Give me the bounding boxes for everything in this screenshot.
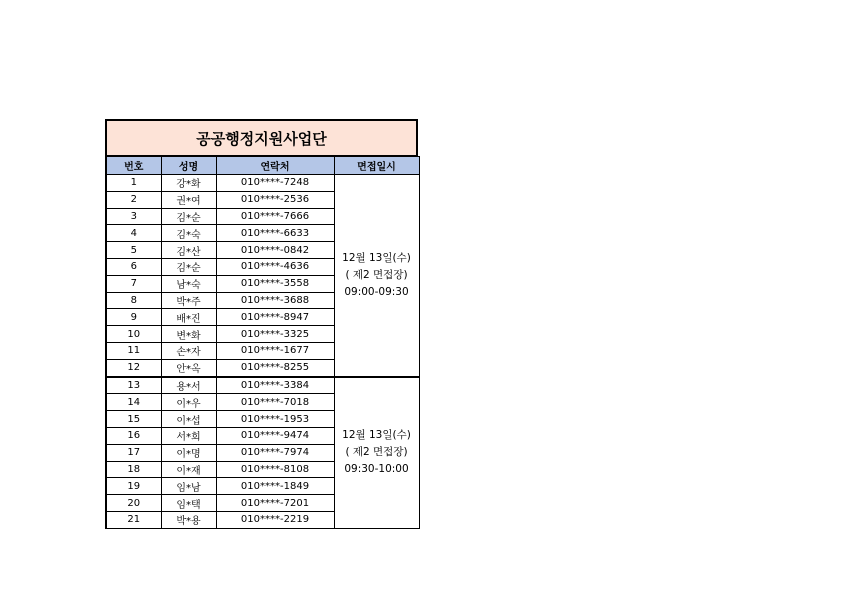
interview-schedule-sheet (105, 119, 418, 529)
cell-name: 박*주 (161, 292, 216, 309)
cell-number: 11 (106, 342, 161, 359)
cell-contact: 010****-3558 (216, 275, 334, 292)
table-row (106, 175, 419, 192)
cell-contact: 010****-9474 (216, 427, 334, 444)
cell-name: 용*서 (161, 377, 216, 394)
cell-name: 김*순 (161, 208, 216, 225)
cell-number: 5 (106, 242, 161, 259)
cell-interview-datetime (334, 175, 419, 377)
cell-number: 12 (106, 359, 161, 376)
cell-contact: 010****-0842 (216, 242, 334, 259)
interview-datetime-line: 09:00-09:30 (344, 285, 409, 298)
cell-contact: 010****-4636 (216, 258, 334, 275)
schedule-table (105, 156, 420, 529)
cell-number: 21 (106, 511, 161, 528)
cell-number: 17 (106, 444, 161, 461)
cell-contact: 010****-7666 (216, 208, 334, 225)
cell-contact: 010****-6633 (216, 225, 334, 242)
cell-number: 19 (106, 478, 161, 495)
interview-datetime-line: ( 제2 면접장) (345, 446, 408, 459)
cell-number: 20 (106, 495, 161, 512)
cell-contact: 010****-1677 (216, 342, 334, 359)
interview-datetime-line: 12월 13일(수) (342, 429, 411, 442)
cell-name: 김*순 (161, 258, 216, 275)
cell-name: 배*진 (161, 309, 216, 326)
sheet-title: 공공행정지원사업단 (105, 119, 418, 156)
cell-name: 안*옥 (161, 359, 216, 376)
cell-number: 18 (106, 461, 161, 478)
cell-number: 7 (106, 275, 161, 292)
cell-contact: 010****-1953 (216, 411, 334, 428)
header-interview-datetime: 면접일시 (334, 157, 419, 175)
cell-name: 서*희 (161, 427, 216, 444)
cell-contact: 010****-3325 (216, 326, 334, 343)
cell-contact: 010****-3384 (216, 377, 334, 394)
cell-number: 1 (106, 175, 161, 192)
cell-number: 13 (106, 377, 161, 394)
cell-number: 8 (106, 292, 161, 309)
table-row (106, 377, 419, 394)
cell-name: 이*명 (161, 444, 216, 461)
cell-contact: 010****-7248 (216, 175, 334, 192)
cell-number: 14 (106, 394, 161, 411)
cell-number: 10 (106, 326, 161, 343)
header-contact: 연락처 (216, 157, 334, 175)
cell-interview-datetime (334, 377, 419, 529)
cell-contact: 010****-8947 (216, 309, 334, 326)
cell-contact: 010****-7018 (216, 394, 334, 411)
cell-number: 2 (106, 191, 161, 208)
header-name: 성명 (161, 157, 216, 175)
cell-contact: 010****-2219 (216, 511, 334, 528)
cell-number: 6 (106, 258, 161, 275)
cell-contact: 010****-3688 (216, 292, 334, 309)
cell-name: 이*우 (161, 394, 216, 411)
schedule-body (106, 175, 419, 529)
cell-name: 변*화 (161, 326, 216, 343)
cell-number: 15 (106, 411, 161, 428)
cell-name: 임*택 (161, 495, 216, 512)
cell-contact: 010****-8255 (216, 359, 334, 376)
interview-datetime-line: ( 제2 면접장) (345, 268, 408, 281)
interview-datetime-line: 09:30-10:00 (344, 463, 409, 476)
cell-number: 16 (106, 427, 161, 444)
cell-name: 손*자 (161, 342, 216, 359)
cell-name: 강*화 (161, 175, 216, 192)
cell-contact: 010****-7974 (216, 444, 334, 461)
cell-contact: 010****-8108 (216, 461, 334, 478)
cell-name: 박*용 (161, 511, 216, 528)
cell-number: 3 (106, 208, 161, 225)
cell-number: 4 (106, 225, 161, 242)
cell-contact: 010****-7201 (216, 495, 334, 512)
interview-datetime-line: 12월 13일(수) (342, 251, 411, 264)
cell-name: 임*남 (161, 478, 216, 495)
cell-name: 김*산 (161, 242, 216, 259)
cell-contact: 010****-2536 (216, 191, 334, 208)
cell-contact: 010****-1849 (216, 478, 334, 495)
cell-name: 이*재 (161, 461, 216, 478)
cell-name: 남*숙 (161, 275, 216, 292)
cell-number: 9 (106, 309, 161, 326)
cell-name: 권*여 (161, 191, 216, 208)
cell-name: 이*섭 (161, 411, 216, 428)
header-row (106, 157, 419, 175)
cell-name: 김*숙 (161, 225, 216, 242)
header-number: 번호 (106, 157, 161, 175)
